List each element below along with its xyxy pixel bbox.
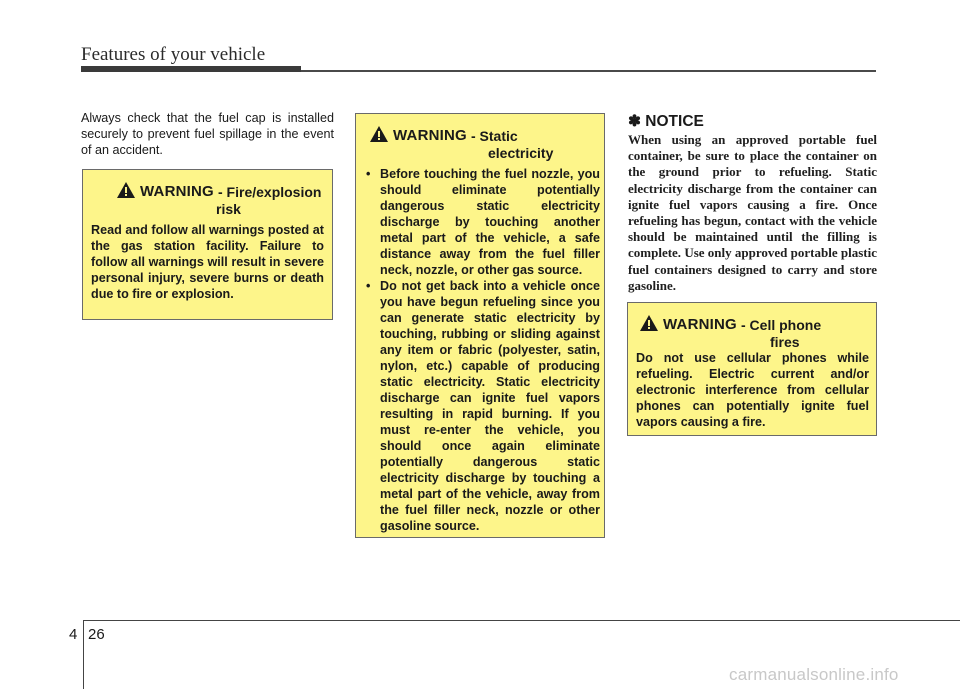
warning-bullet <box>366 166 600 278</box>
notice-title: ✽ NOTICE <box>628 113 704 130</box>
warning-subtitle: - Fire/explosion <box>218 184 322 200</box>
header-bar <box>81 66 301 72</box>
warning-triangle-icon <box>116 181 136 199</box>
intro-paragraph: Always check that the fuel cap is installed securely to prevent fuel spillage in the event of an accident. <box>81 111 334 157</box>
warning-fire-box <box>82 169 333 320</box>
warning-bullet <box>366 278 600 534</box>
bullet-dot: • <box>366 167 371 181</box>
warning-triangle-icon <box>369 125 389 143</box>
chapter-number: 4 <box>69 626 78 643</box>
warning-subtitle-line2: risk <box>216 201 241 217</box>
page-number: 26 <box>88 626 105 643</box>
warning-phone-box <box>627 302 877 436</box>
bullet-text: Before touching the fuel nozzle, you should eliminate potentially dangerous static electricity discharge by touching another metal part of the vehicle, a safe distance away from the fuel filler neck, nozzle, or other gas source. <box>380 167 600 277</box>
warning-label: WARNING <box>663 316 737 333</box>
warning-label: WARNING <box>393 127 467 144</box>
footer-rule <box>83 620 960 621</box>
footer-divider <box>83 620 84 689</box>
warning-body: Do not use cellular phones while refueling. Electric current and/or electronic interference from cellular phones can potentially ignite fuel vapors causing a fire. <box>636 351 869 429</box>
notice-body: When using an approved portable fuel container, be sure to place the container on the ground prior to refueling. Static electricity discharge from the container can ignite fuel vapors causing a fire. Once refueling has begun, contact with the vehicle should be maintained until the filling is complete. Use only approved portable plastic fuel containers designed to carry and store gasoline. <box>628 132 877 293</box>
warning-subtitle-line2: fires <box>770 334 800 350</box>
warning-bullet-list <box>366 166 600 534</box>
page-title: Features of your vehicle <box>81 44 266 65</box>
watermark: carmanualsonline.info <box>729 665 899 684</box>
bullet-dot: • <box>366 279 371 293</box>
warning-subtitle-line2: electricity <box>488 145 554 161</box>
warning-body: Read and follow all warnings posted at the gas station facility. Failure to follow all warnings will result in severe personal injury, severe burns or death due to fire or explosion. <box>91 223 324 301</box>
bullet-text: Do not get back into a vehicle once you have begun refueling since you can generate static electricity by touching, rubbing or sliding against any item or fabric (polyester, satin, nylon, etc.) capable of producing static electricity. Static electricity discharge can ignite fuel vapors resulting in rapid burning. If you must re-enter the vehicle, you should once again eliminate potentially dangerous static electricity discharge by touching a metal part of the vehicle, away from the fuel filler neck, nozzle or other gasoline source. <box>380 279 600 533</box>
warning-triangle-icon <box>639 314 659 332</box>
header-rule <box>301 70 876 72</box>
warning-subtitle: - Static <box>471 128 518 144</box>
warning-subtitle: - Cell phone <box>741 317 822 333</box>
warning-label: WARNING <box>140 183 214 200</box>
warning-static-box <box>355 113 605 538</box>
